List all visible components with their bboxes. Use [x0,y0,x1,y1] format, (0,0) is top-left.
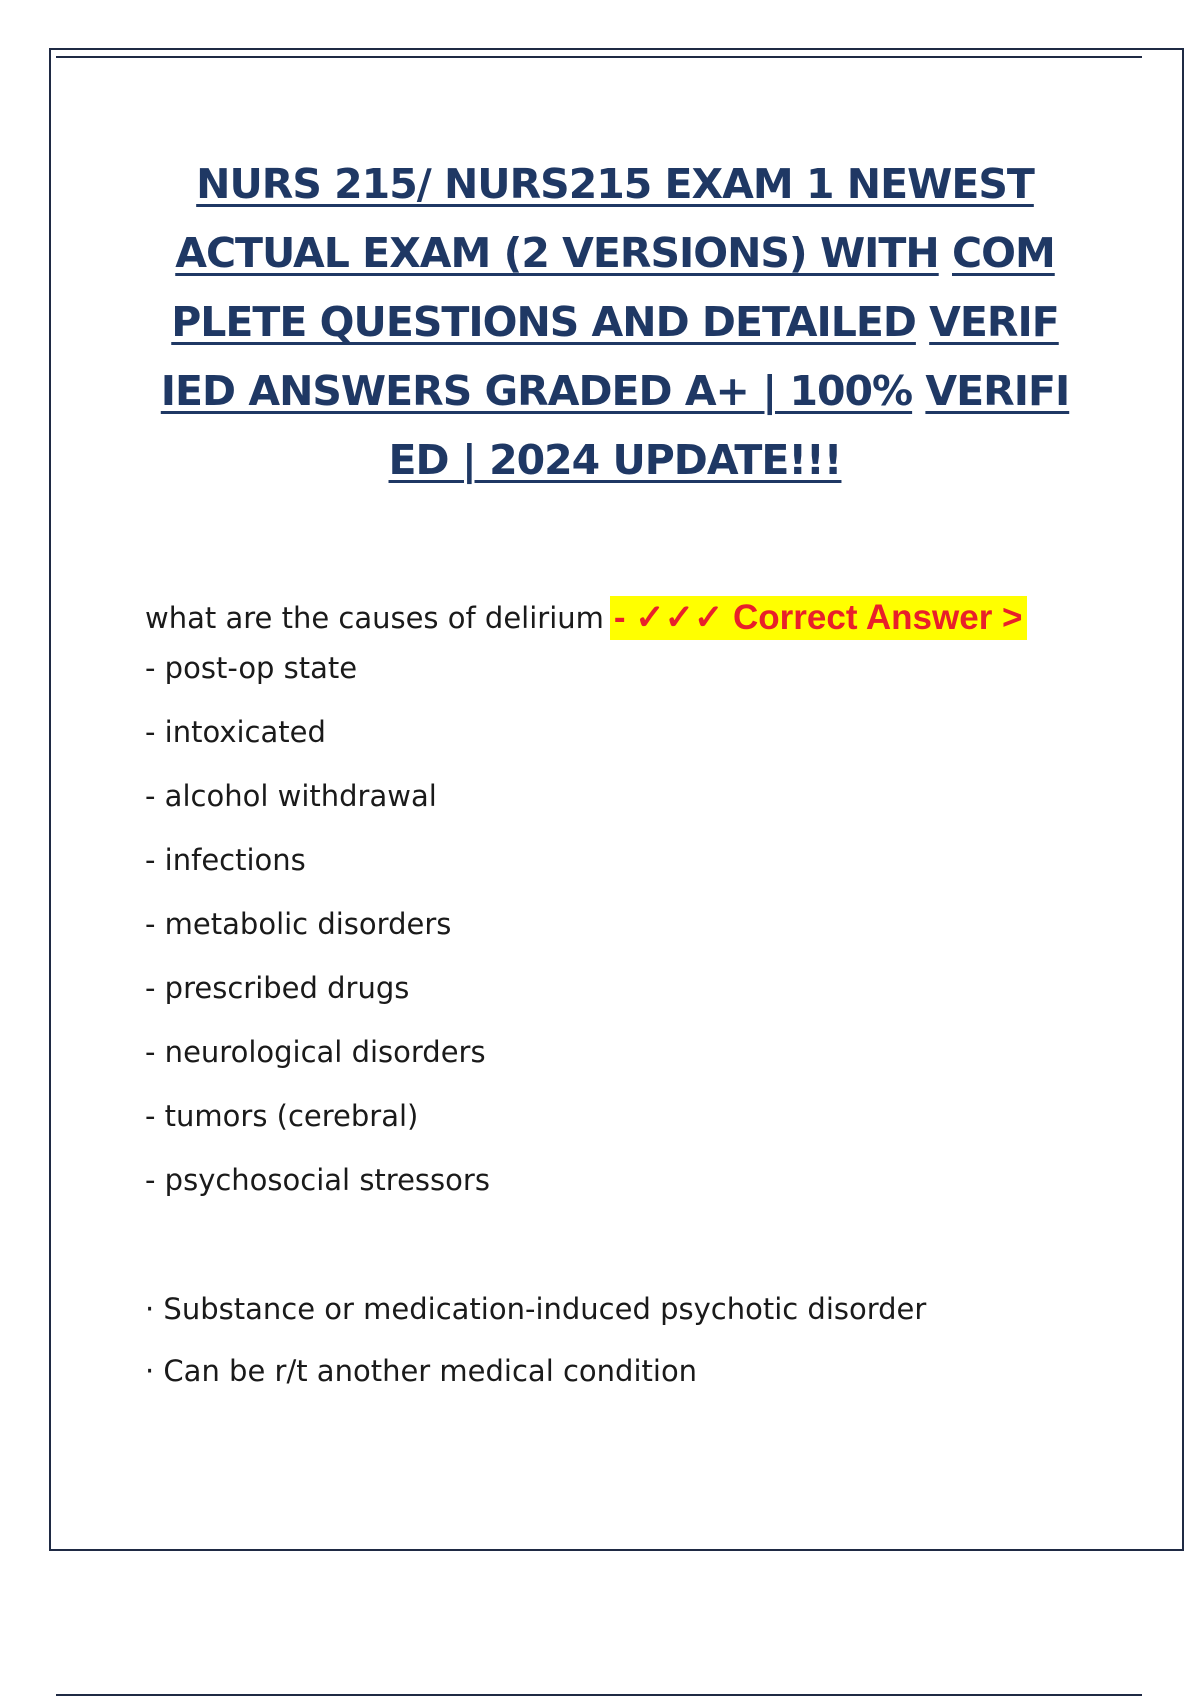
question-text: what are the causes of delirium [145,601,604,635]
title-line [150,426,1080,495]
title-segment: IED ANSWERS GRADED A+ | 100% [160,367,913,415]
note-item: · Can be r/t another medical condition [145,1354,698,1388]
answer-item: - alcohol withdrawal [145,779,437,813]
answer-item: - infections [145,843,306,877]
title-line [150,150,1080,219]
answer-list [145,644,1105,1212]
title-line [150,219,1080,288]
title-line [150,288,1080,357]
bottom-rule [56,1694,1142,1696]
title-segment: VERIFI [925,367,1070,415]
answer-item: - tumors (cerebral) [145,1099,419,1133]
answer-item: - neurological disorders [145,1035,486,1069]
title-segment: NURS 215/ NURS215 EXAM 1 NEWEST [196,160,1034,208]
answer-item: - psychosocial stressors [145,1163,490,1197]
correct-answer-highlight: - ✓✓✓ Correct Answer > [610,596,1027,640]
answer-item: - metabolic disorders [145,907,452,941]
answer-item: - prescribed drugs [145,971,410,1005]
question-row [145,592,1105,644]
top-rule [56,56,1142,58]
title-line [150,357,1080,426]
question-block [145,592,1105,1402]
answer-item: - post-op state [145,651,358,685]
title-segment: COM [952,229,1055,277]
notes-list [145,1278,1105,1402]
note-item: · Substance or medication-induced psychotic disorder [145,1292,927,1326]
title-segment: PLETE QUESTIONS AND DETAILED [171,298,916,346]
answer-item: - intoxicated [145,715,326,749]
title-segment: ED | 2024 UPDATE!!! [388,436,842,484]
title-segment: ACTUAL EXAM (2 VERSIONS) WITH [175,229,939,277]
document-title [150,150,1080,495]
title-segment: VERIF [929,298,1059,346]
